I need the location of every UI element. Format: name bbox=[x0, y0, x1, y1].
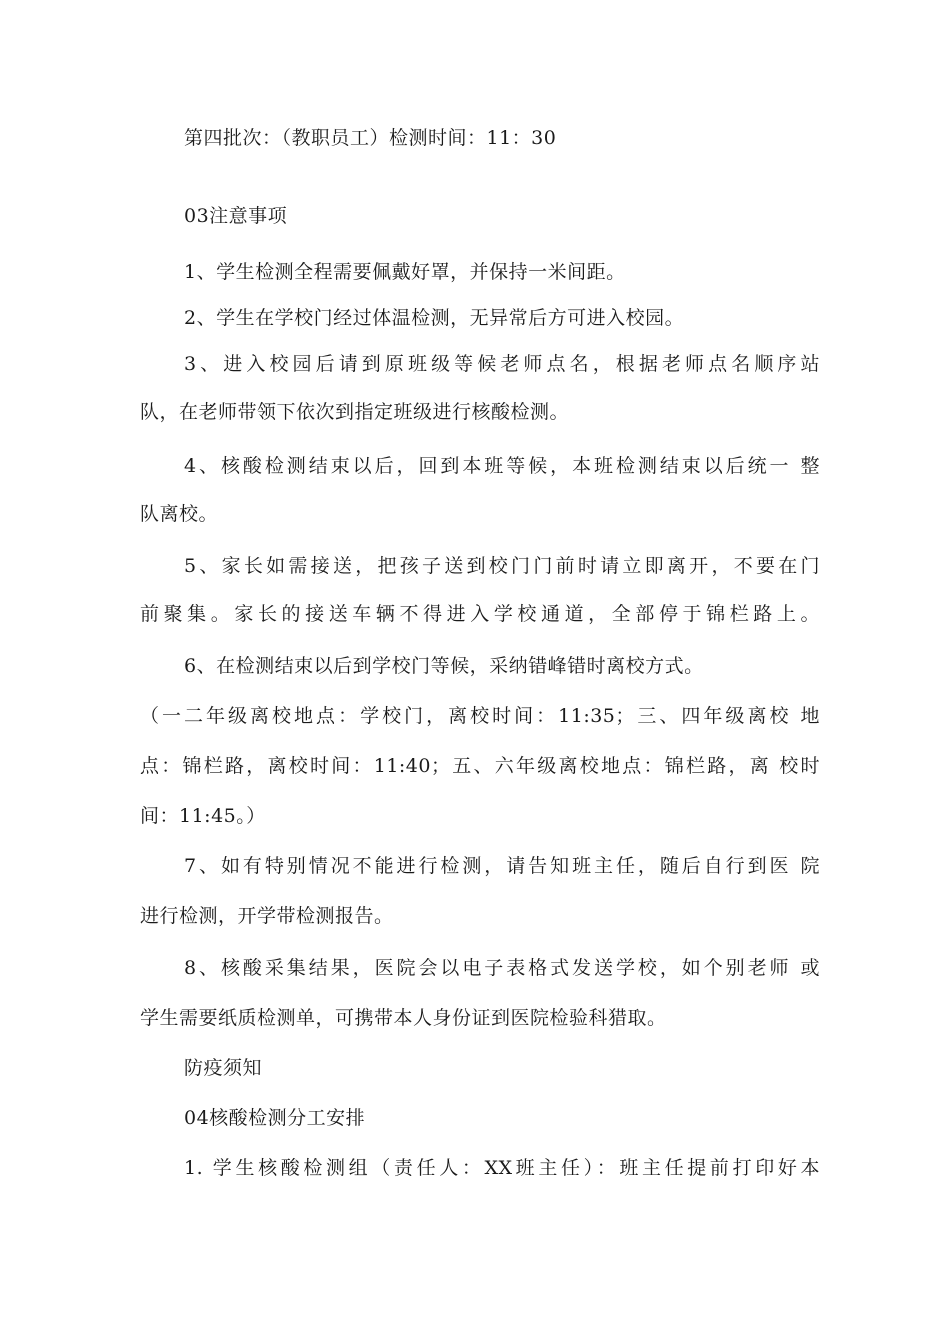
note-2: 2、学生在学校门经过体温检测，无异常后方可进入校园。 bbox=[184, 307, 685, 329]
note-1: 1、学生检测全程需要佩戴好罩，并保持一米间距。 bbox=[184, 261, 626, 283]
note-7-line-1: 7、如有特别情况不能进行检测，请告知班主任，随后自行到医 院 bbox=[184, 855, 820, 877]
epidemic-notice-heading: 防疫须知 bbox=[184, 1057, 263, 1079]
note-3-line-2: 队，在老师带领下依次到指定班级进行核酸检测。 bbox=[140, 401, 570, 423]
note-6-detail-line-2: 点：锦栏路，离校时间：11:40；五、六年级离校地点：锦栏路，离 校时 bbox=[140, 755, 820, 777]
note-8-line-1: 8、核酸采集结果，医院会以电子表格式发送学校，如个别老师 或 bbox=[184, 957, 820, 979]
note-6: 6、在检测结束以后到学校门等候，采纳错峰错时离校方式。 bbox=[184, 655, 704, 677]
note-5-line-2: 前聚集。家长的接送车辆不得进入学校通道，全部停于锦栏路上。 bbox=[140, 603, 820, 625]
note-6-detail-line-3: 间：11:45。） bbox=[140, 805, 266, 827]
note-7-line-2: 进行检测，开学带检测报告。 bbox=[140, 905, 394, 927]
note-4-line-2: 队离校。 bbox=[140, 503, 219, 525]
note-3-line-1: 3、进入校园后请到原班级等候老师点名，根据老师点名顺序站 bbox=[184, 353, 820, 375]
note-8-line-2: 学生需要纸质检测单，可携带本人身份证到医院检验科猎取。 bbox=[140, 1007, 667, 1029]
assignment-1: 1. 学生核酸检测组（责任人：XX班主任）：班主任提前打印好本 bbox=[184, 1157, 820, 1179]
note-5-line-1: 5、家长如需接送，把孩子送到校门门前时请立即离开，不要在门 bbox=[184, 555, 820, 577]
batch-four-line: 第四批次：（教职员工）检测时间：11：30 bbox=[184, 127, 557, 149]
section-heading-notes: 03注意事项 bbox=[184, 205, 288, 227]
section-heading-assignments: 04核酸检测分工安排 bbox=[184, 1107, 366, 1129]
note-4-line-1: 4、核酸检测结束以后，回到本班等候，本班检测结束以后统一 整 bbox=[184, 455, 820, 477]
note-6-detail-line-1: （一二年级离校地点：学校门，离校时间：11:35；三、四年级离校 地 bbox=[140, 705, 820, 727]
